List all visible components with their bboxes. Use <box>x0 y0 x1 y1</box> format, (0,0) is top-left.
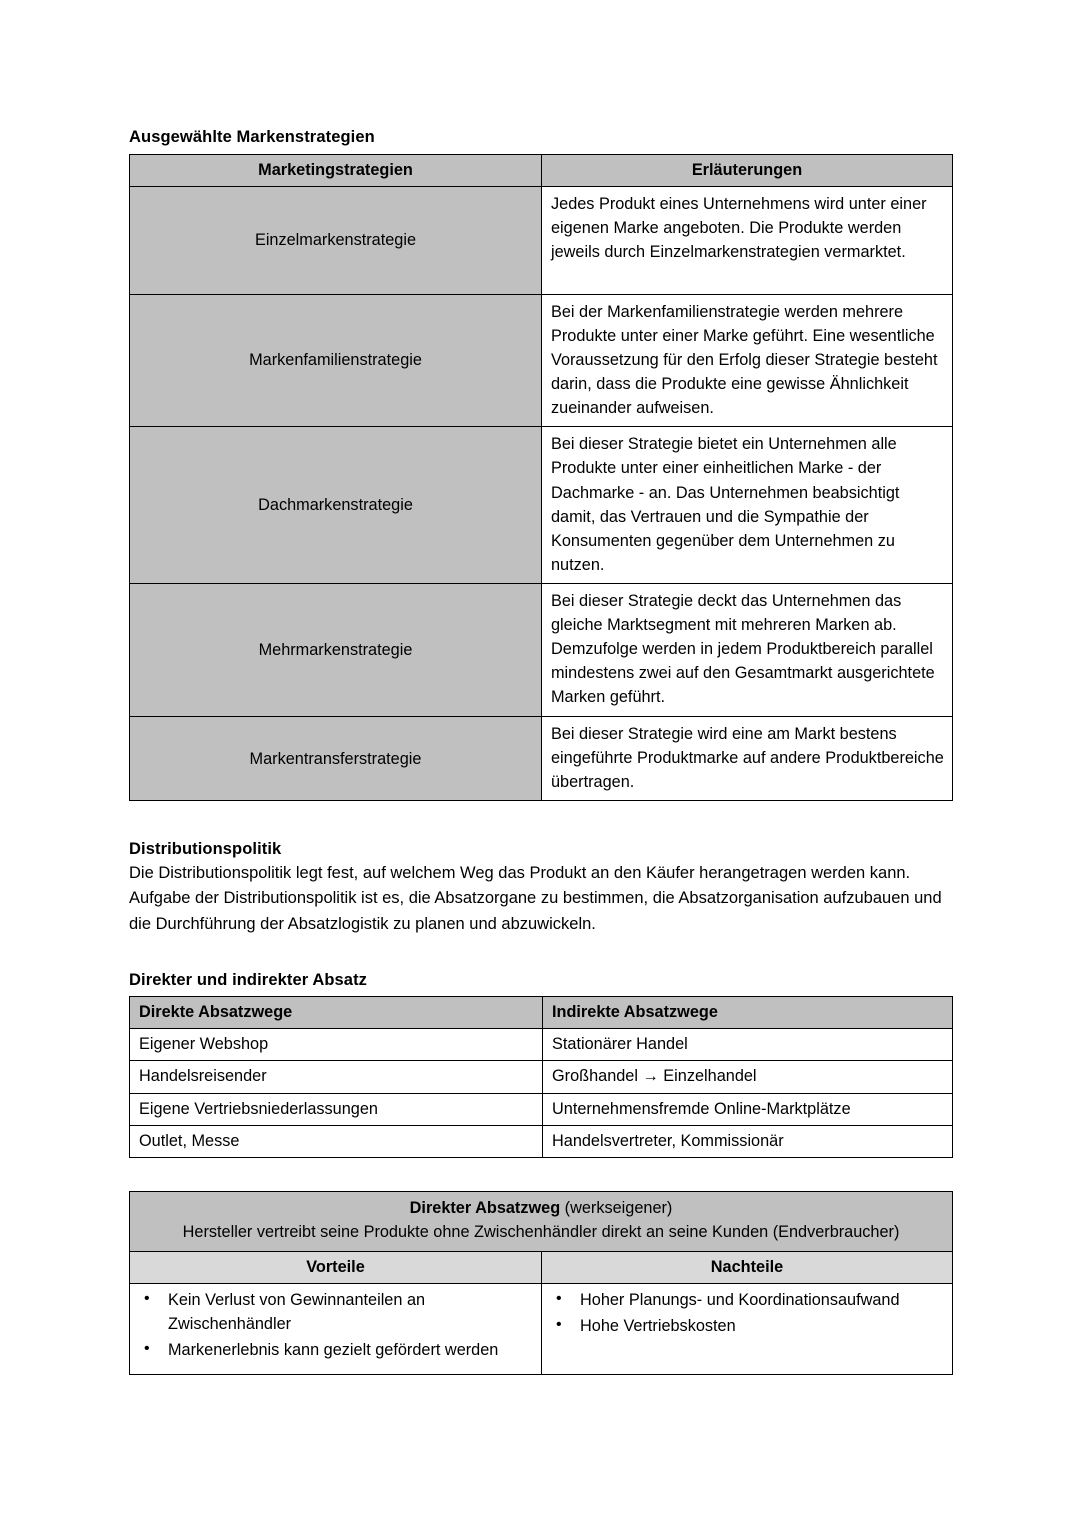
column-header-direkte-absatzwege: Direkte Absatzwege <box>130 997 543 1029</box>
cell-direkt: Eigener Webshop <box>130 1029 543 1061</box>
title-rest: (werkseigener) <box>560 1198 673 1217</box>
cell-direkt: Outlet, Messe <box>130 1125 543 1157</box>
table-row <box>130 427 953 584</box>
document-page <box>129 0 952 1375</box>
table-title-row <box>130 1191 953 1251</box>
strategy-name: Mehrmarkenstrategie <box>130 583 542 716</box>
strategy-description: Bei dieser Strategie wird eine am Markt bestens eingeführte Produktmarke auf andere Produktbereiche übertragen. <box>542 716 953 800</box>
list-item: • Hoher Planungs- und Koordinationsaufwand <box>580 1288 944 1312</box>
column-header-vorteile: Vorteile <box>130 1251 542 1283</box>
cell-indirekt: Unternehmensfremde Online-Marktplätze <box>543 1093 953 1125</box>
column-header-marketingstrategien: Marketingstrategien <box>130 154 542 186</box>
strategy-name: Markenfamilienstrategie <box>130 294 542 427</box>
title-strong: Direkter Absatzweg <box>409 1198 561 1217</box>
cell-vorteile <box>130 1283 542 1374</box>
table-markenstrategien <box>129 154 953 802</box>
table-absatzwege <box>129 996 953 1158</box>
list-item: • Kein Verlust von Gewinnanteilen an Zwischenhändler <box>168 1288 533 1336</box>
table-header-row <box>130 997 953 1029</box>
table-direkter-absatzweg <box>129 1191 953 1375</box>
list-vorteile <box>134 1288 533 1362</box>
strategy-description: Jedes Produkt eines Unternehmens wird unter einer eigenen Marke angeboten. Die Produkte werden jeweils durch Einzelmarkenstrategien vermarktet. <box>542 186 953 294</box>
cell-direkt: Eigene Vertriebsniederlassungen <box>130 1093 543 1125</box>
heading-distributionspolitik: Distributionspolitik <box>129 840 282 859</box>
heading-markenstrategien: Ausgewählte Markenstrategien <box>129 128 375 146</box>
table-subheader-row <box>130 1251 953 1283</box>
table-row <box>130 583 953 716</box>
table-subtitle: Hersteller vertreibt seine Produkte ohne Zwischenhändler direkt an seine Kunden (Endverbraucher) <box>182 1223 900 1242</box>
table-row <box>130 1093 953 1125</box>
strategy-name: Markentransferstrategie <box>130 716 542 800</box>
cell-indirekt: Stationärer Handel <box>543 1029 953 1061</box>
strategy-description: Bei der Markenfamilienstrategie werden mehrere Produkte unter einer Marke geführt. Eine wesentliche Voraussetzung für den Erfolg dieser Strategie besteht darin, dass die Produkte eine gewisse Ähnlichkeit zueinander aufweisen. <box>542 294 953 427</box>
paragraph-distributionspolitik: Die Distributionspolitik legt fest, auf welchem Weg das Produkt an den Käufer herangetragen werden kann. Aufgabe der Distributionspolitik ist es, die Absatzorgane zu bestimmen, die Absatzorganisation aufzubauen und die Durchführung der Absatzlogistik zu planen und abzuwickeln. <box>129 863 942 934</box>
table-row <box>130 716 953 800</box>
table-row <box>130 1061 953 1093</box>
column-header-nachteile: Nachteile <box>542 1251 953 1283</box>
list-item: • Hohe Vertriebskosten <box>580 1314 944 1338</box>
cell-direkt: Handelsreisender <box>130 1061 543 1093</box>
table-title-line1 <box>140 1196 942 1220</box>
cell-indirekt: Großhandel → Einzelhandel <box>543 1061 953 1093</box>
strategy-name: Einzelmarkenstrategie <box>130 186 542 294</box>
list-item: • Markenerlebnis kann gezielt gefördert werden <box>168 1338 533 1362</box>
list-nachteile <box>546 1288 944 1338</box>
table-row <box>130 1125 953 1157</box>
strategy-name: Dachmarkenstrategie <box>130 427 542 584</box>
table-row <box>130 294 953 427</box>
column-header-erlaeuterungen: Erläuterungen <box>542 154 953 186</box>
table-row <box>130 1283 953 1374</box>
table-header-row <box>130 154 953 186</box>
cell-nachteile <box>542 1283 953 1374</box>
strategy-description: Bei dieser Strategie bietet ein Unternehmen alle Produkte unter einer einheitlichen Marke - der Dachmarke - an. Das Unternehmen beabsichtigt damit, das Vertrauen und die Sympathie der Konsumenten gegenüber dem Unternehmen zu nutzen. <box>542 427 953 584</box>
table-row <box>130 1029 953 1061</box>
heading-absatz: Direkter und indirekter Absatz <box>129 970 368 989</box>
table-title <box>130 1191 953 1251</box>
strategy-description: Bei dieser Strategie deckt das Unternehmen das gleiche Marktsegment mit mehreren Marken ab. Demzufolge werden in jedem Produktbereich parallel mindestens zwei auf den Gesamtmarkt ausgerichtete Marken geführt. <box>542 583 953 716</box>
column-header-indirekte-absatzwege: Indirekte Absatzwege <box>543 997 953 1029</box>
cell-indirekt: Handelsvertreter, Kommissionär <box>543 1125 953 1157</box>
table-row <box>130 186 953 294</box>
